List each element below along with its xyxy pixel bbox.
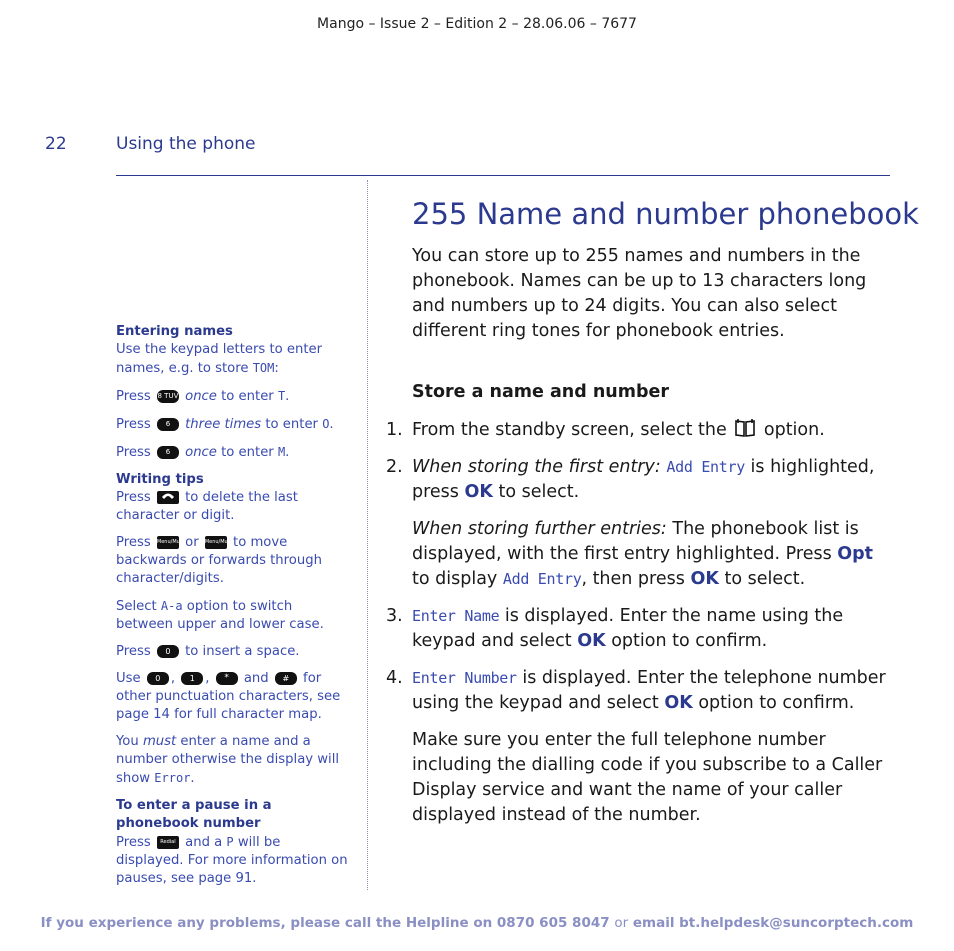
press-label: Press bbox=[116, 389, 151, 404]
further-text-b: to display bbox=[412, 569, 498, 589]
sidebar bbox=[116, 323, 348, 888]
footer-or: or bbox=[614, 915, 629, 931]
select-label: Select bbox=[116, 599, 157, 614]
tip-move bbox=[116, 534, 348, 588]
p-letter: P bbox=[226, 835, 234, 849]
step1-text-b: option. bbox=[763, 420, 825, 440]
note-paragraph: Make sure you enter the full telephone number including the dialling code if you subscribe to a Caller Display service and want the name of your caller displayed instead of the number. bbox=[412, 730, 883, 825]
footer-text: If you experience any problems, please call the Helpline on bbox=[40, 915, 493, 931]
tip-press-6-three bbox=[116, 415, 348, 441]
example-name: TOM bbox=[252, 361, 275, 375]
phonebook-icon bbox=[734, 418, 756, 438]
helpline-number: 0870 605 8047 bbox=[496, 915, 610, 931]
document-header: Mango – Issue 2 – Edition 2 – 28.06.06 – 7677 bbox=[317, 16, 637, 32]
letter-o: O bbox=[322, 417, 330, 431]
steps-list bbox=[386, 418, 888, 840]
or-label: or bbox=[185, 535, 199, 550]
press-label: Press bbox=[116, 417, 151, 432]
further-text-c: , then press bbox=[581, 569, 685, 589]
case-option: A-a bbox=[160, 599, 183, 613]
ok-label: OK bbox=[690, 569, 719, 589]
step3-text-b: option to confirm. bbox=[611, 631, 768, 651]
main-title: 255 Name and number phonebook bbox=[412, 197, 919, 231]
to-enter-label: to enter bbox=[265, 417, 318, 432]
delete-text: to delete the last character or digit. bbox=[116, 490, 298, 523]
ok-label: OK bbox=[664, 693, 693, 713]
pause-text-a: and a bbox=[185, 835, 223, 850]
tip-space bbox=[116, 643, 348, 661]
header-rule bbox=[116, 175, 890, 176]
tip-case bbox=[116, 597, 348, 634]
section-title: Using the phone bbox=[116, 134, 256, 154]
space-text: to insert a space. bbox=[185, 644, 300, 659]
period: . bbox=[190, 771, 195, 786]
use-label: Use bbox=[116, 671, 141, 686]
three-times-label: three times bbox=[185, 417, 262, 432]
must-text: enter a name and a number otherwise the display will show bbox=[116, 734, 340, 786]
footer bbox=[0, 915, 954, 931]
period: . bbox=[285, 445, 290, 460]
entering-names-block bbox=[116, 323, 348, 378]
once-label: once bbox=[185, 445, 217, 460]
helpdesk-email: email bt.helpdesk@suncorptech.com bbox=[632, 915, 914, 931]
page-number: 22 bbox=[45, 134, 67, 154]
letter-m: M bbox=[277, 445, 286, 459]
redial-key-icon: Redial bbox=[157, 836, 179, 849]
press-label: Press bbox=[116, 445, 151, 460]
key-hash-icon: # bbox=[275, 672, 297, 685]
to-enter-label: to enter bbox=[221, 389, 274, 404]
press-label: Press bbox=[116, 490, 151, 505]
writing-tips-block bbox=[116, 471, 348, 525]
step1-text-a: From the standby screen, select the bbox=[412, 420, 727, 440]
step-3 bbox=[386, 604, 888, 654]
step-number: 2. bbox=[386, 457, 403, 477]
further-text-d: to select. bbox=[724, 569, 806, 589]
step-2 bbox=[386, 455, 888, 505]
step-body bbox=[412, 455, 888, 505]
key-star-icon: * bbox=[216, 672, 238, 685]
column-divider bbox=[367, 180, 368, 890]
entering-names-heading: Entering names bbox=[116, 324, 233, 339]
period: . bbox=[329, 417, 334, 432]
step-body bbox=[412, 604, 888, 654]
move-text: to move backwards or forwards through character/digits. bbox=[116, 535, 322, 586]
tip-must bbox=[116, 733, 348, 788]
add-entry-display: Add Entry bbox=[666, 458, 745, 476]
key-0-icon: 0 bbox=[157, 645, 179, 658]
press-label: Press bbox=[116, 835, 151, 850]
you-label: You bbox=[116, 734, 139, 749]
must-label: must bbox=[142, 734, 177, 749]
add-entry-display: Add Entry bbox=[502, 570, 582, 588]
entering-names-text: Use the keypad letters to enter names, e.g. to store bbox=[116, 342, 323, 376]
key-6-icon: 6 MNO bbox=[157, 418, 179, 431]
period: . bbox=[285, 389, 290, 404]
delete-key-icon bbox=[157, 491, 179, 504]
colon: : bbox=[274, 361, 279, 376]
press-label: Press bbox=[116, 644, 151, 659]
step-number: 1. bbox=[386, 420, 403, 440]
pause-heading: To enter a pause in a phonebook number bbox=[116, 798, 272, 831]
menu-right-key-icon: Menu/Mute bbox=[205, 536, 227, 549]
handset-icon bbox=[161, 491, 175, 500]
step-number: 4. bbox=[386, 668, 403, 688]
ok-label: OK bbox=[577, 631, 606, 651]
step-body bbox=[412, 666, 888, 716]
key-1-icon: 1 bbox=[181, 672, 203, 685]
tip-press-8 bbox=[116, 387, 348, 406]
tip-punctuation: Use 0 , 1 , * and # for other punctuation characters, see page 14 for full character map. bbox=[116, 671, 341, 722]
key-0-icon: 0 bbox=[147, 672, 169, 685]
to-enter-label: to enter bbox=[221, 445, 274, 460]
punctuation-text: for other punctuation characters, see page 14 for full character map. bbox=[116, 671, 341, 722]
case-text: option to switch between upper and lower case. bbox=[116, 599, 324, 632]
ok-label: OK bbox=[464, 482, 493, 502]
key-8-icon: 8 TUV bbox=[157, 390, 179, 403]
once-label: once bbox=[185, 389, 217, 404]
first-entry-label: When storing the first entry: bbox=[412, 457, 661, 477]
step4-text-a: is displayed. Enter the telephone number using the keypad and select bbox=[412, 668, 886, 713]
further-entries-label: When storing further entries: bbox=[412, 519, 667, 539]
press-label: Press bbox=[116, 535, 151, 550]
step4-text-b: option to confirm. bbox=[698, 693, 855, 713]
pause-block bbox=[116, 797, 348, 888]
step2-text-b: to select. bbox=[498, 482, 580, 502]
error-display-text: Error bbox=[154, 771, 191, 785]
pause-text-b: will be displayed. For more information on pauses, see page 91. bbox=[116, 835, 348, 886]
tip-press-6-once bbox=[116, 443, 348, 469]
step3-text-a: is displayed. Enter the name using the keypad and select bbox=[412, 606, 844, 651]
step-number: 3. bbox=[386, 606, 403, 626]
enter-number-display: Enter Number bbox=[412, 669, 517, 687]
step-4 bbox=[386, 666, 888, 716]
menu-left-key-icon: Menu/Mute bbox=[157, 536, 179, 549]
writing-tips-heading: Writing tips bbox=[116, 472, 204, 487]
key-6-icon: 6 MNO bbox=[157, 446, 179, 459]
intro-paragraph: You can store up to 255 names and numbers in the phonebook. Names can be up to 13 characters long and numbers up to 24 digits. You can also select different ring tones for phonebook entries. bbox=[412, 246, 867, 341]
subheading: Store a name and number bbox=[412, 382, 670, 402]
and-label: and bbox=[243, 671, 269, 686]
further-text-a: The phonebook list is displayed, with the first entry highlighted. Press bbox=[412, 519, 859, 564]
enter-name-display: Enter Name bbox=[412, 607, 500, 625]
step-body bbox=[412, 418, 888, 443]
step-1 bbox=[386, 418, 888, 443]
step2-text-a: is highlighted, press bbox=[412, 457, 875, 502]
opt-label: Opt bbox=[837, 544, 874, 564]
step-2-further bbox=[386, 517, 888, 592]
letter-t: T bbox=[277, 389, 286, 403]
